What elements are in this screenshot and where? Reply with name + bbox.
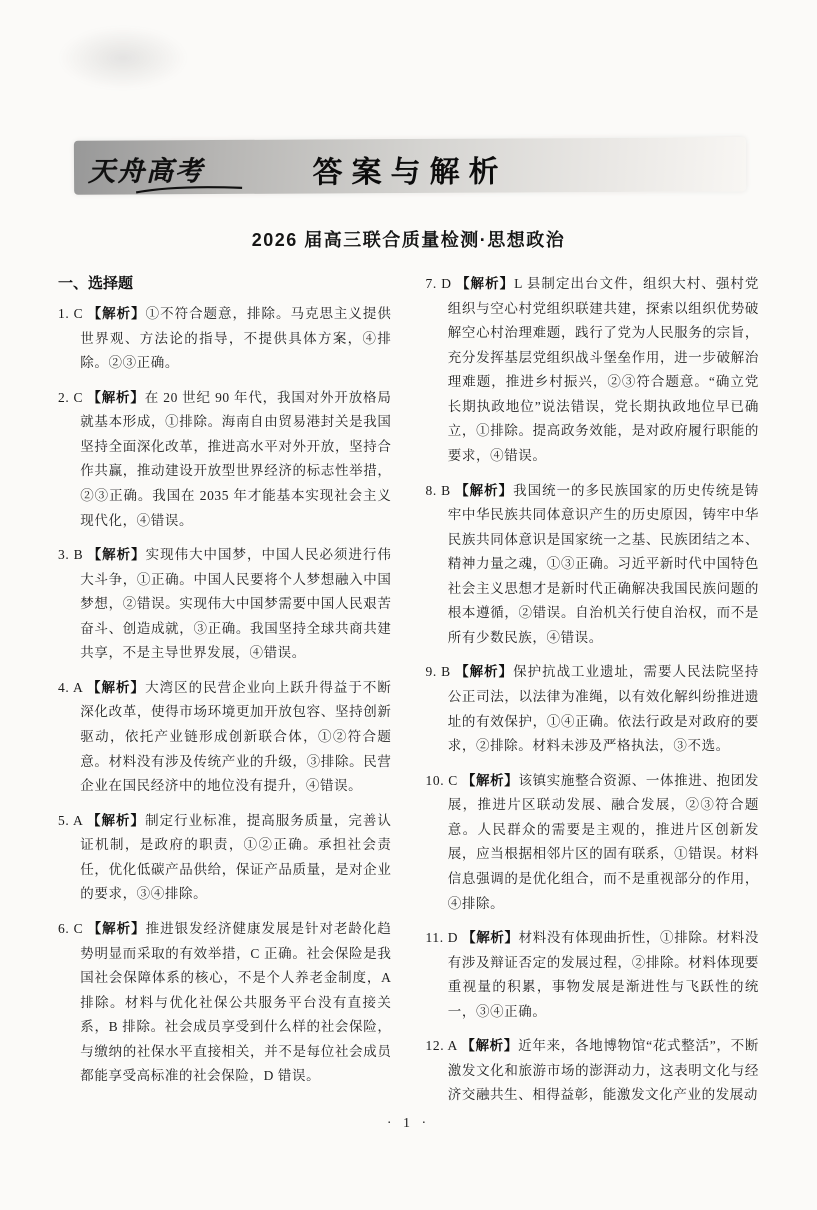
analysis-text: 材料没有体现曲折性，①排除。材料没有涉及辩证否定的发展过程，②排除。材料体现要重视量的积累，事物发展是渐进性与飞跃性的统一，③④正确。 bbox=[447, 930, 759, 1019]
analysis-text: ①不符合题意，排除。马克思主义提供世界观、方法论的指导，不提供具体方案，④排除。②③正确。 bbox=[80, 306, 392, 371]
brand-logo: 天舟高考 bbox=[87, 156, 205, 187]
answer-item-2 bbox=[58, 386, 392, 533]
answer-item-10 bbox=[426, 769, 760, 916]
analysis-text: 实现伟大中国梦，中国人民必须进行伟大斗争，①正确。中国人民要将个人梦想融入中国梦想，②错误。实现伟大中国梦需要中国人民艰苦奋斗、创造成就，③正确。我国坚持全球共商共建共享，不是主导世界发展，④错误。 bbox=[80, 547, 392, 661]
analysis-text: 推进银发经济健康发展是针对老龄化趋势明显而采取的有效举措，C 正确。社会保险是我国社会保障体系的核心，不是个人养老金制度，A 排除。材料与优化社保公共服务平台没有直接关系，B 排除。社会成员享受到什么样的社会保险，与缴纳的社保水平直接相关，并不是每位社会成员都能享受高标准的社会保险，D 错误。 bbox=[80, 920, 392, 1084]
question-number-and-answer: 2. C bbox=[58, 389, 88, 405]
answers-list-right bbox=[426, 272, 760, 1108]
analysis-text: 大湾区的民营企业向上跃升得益于不断深化改革，使得市场环境更加开放包容、坚持创新驱动，依托产业链形成创新联合体，①②符合题意。材料没有涉及传统产业的升级，③排除。民营企业在国民经济中的地位没有提升，④错误。 bbox=[80, 679, 392, 794]
page-number: · 1 · bbox=[386, 1116, 431, 1131]
analysis-text: 我国统一的多民族国家的历史传统是铸牢中华民族共同体意识产生的历史原因，铸牢中华民族共同体意识是国家统一之基、民族团结之本、精神力量之魂，①③正确。习近平新时代中国特色社会主义思想才是新时代正确解决我国民族问题的根本遵循，②错误。自治机关行使自治权，而不是所有少数民族，④错误。 bbox=[447, 482, 759, 645]
analysis-tag: 【解析】 bbox=[455, 664, 514, 680]
question-number-and-answer: 3. B bbox=[58, 547, 88, 563]
answer-item-1 bbox=[58, 302, 392, 376]
analysis-tag: 【解析】 bbox=[86, 812, 146, 828]
question-number-and-answer: 10. C bbox=[425, 772, 462, 788]
answer-item-5 bbox=[58, 809, 392, 907]
page-title: 答案与解析 bbox=[312, 155, 508, 190]
analysis-tag: 【解析】 bbox=[461, 772, 519, 788]
scan-smudge bbox=[58, 26, 188, 90]
left-column bbox=[58, 272, 392, 1118]
answers-list-left bbox=[58, 302, 392, 1089]
analysis-tag: 【解析】 bbox=[87, 920, 146, 936]
section-heading: 一、选择题 bbox=[58, 275, 134, 292]
answer-item-4 bbox=[58, 676, 392, 799]
analysis-text: L 县制定出台文件，组织大村、强村党组织与空心村党组织联建共建，探索以组织优势破解空心村治理难题，践行了党为人民服务的宗旨，充分发挥基层党组织战斗堡垒作用，进一步破解治理难题，推进乡村振兴，②③符合题意。“确立党长期执政地位”说法错误，党长期执政地位早已确立，①排除。提高政务效能，是对政府履行职能的要求，④错误。 bbox=[447, 276, 760, 463]
answer-item-7 bbox=[426, 272, 760, 469]
analysis-tag: 【解析】 bbox=[86, 679, 146, 695]
question-number-and-answer: 11. D bbox=[425, 930, 463, 946]
doc-subtitle: 2026 届高三联合质量检测·思想政治 bbox=[251, 230, 566, 250]
analysis-tag: 【解析】 bbox=[462, 930, 519, 946]
analysis-text: 在 20 世纪 90 年代，我国对外开放格局就基本形成，①排除。海南自由贸易港封关是我国坚持全面深化改革，推进高水平对外开放，坚持合作共赢，推动建设开放型世界经济的标志性举措，②③正确。我国在 2035 年才能基本实现社会主义现代化，④错误。 bbox=[80, 389, 392, 528]
question-number-and-answer: 5. A bbox=[58, 812, 87, 828]
answer-item-9 bbox=[426, 660, 760, 758]
analysis-tag: 【解析】 bbox=[87, 547, 146, 563]
question-number-and-answer: 8. B bbox=[425, 482, 456, 498]
question-number-and-answer: 9. B bbox=[425, 664, 456, 680]
question-number-and-answer: 12. A bbox=[425, 1038, 462, 1054]
analysis-text: 该镇实施整合资源、一体推进、抱团发展，推进片区联动发展、融合发展，②③符合题意。人民群众的需要是主观的，推进片区创新发展，应当根据相邻片区的固有联系，①错误。材料信息强调的是优化组合，而不是重视部分的作用，④排除。 bbox=[447, 772, 760, 911]
question-number-and-answer: 7. D bbox=[425, 276, 456, 291]
analysis-text: 近年来，各地博物馆“花式整活”，不断激发文化和旅游市场的澎湃动力，这表明文化与经济交融共生、相得益彰，能激发文化产业的发展动 bbox=[447, 1038, 759, 1103]
answer-item-6 bbox=[58, 917, 392, 1089]
analysis-tag: 【解析】 bbox=[87, 389, 145, 405]
question-number-and-answer: 6. C bbox=[58, 920, 88, 936]
answer-item-11 bbox=[426, 926, 760, 1024]
right-column bbox=[426, 272, 760, 1118]
answer-item-12 bbox=[426, 1034, 760, 1108]
analysis-text: 制定行业标准，提高服务质量，完善认证机制，是政府的职责，①②正确。承担社会责任，优化低碳产品供给，保证产品质量，是对企业的要求，③④排除。 bbox=[80, 812, 392, 902]
question-number-and-answer: 4. A bbox=[58, 679, 87, 695]
answer-item-8 bbox=[426, 479, 760, 651]
analysis-tag: 【解析】 bbox=[455, 482, 514, 498]
analysis-tag: 【解析】 bbox=[461, 1038, 519, 1054]
analysis-tag: 【解析】 bbox=[456, 276, 515, 291]
analysis-tag: 【解析】 bbox=[87, 306, 146, 321]
question-number-and-answer: 1. C bbox=[58, 306, 88, 321]
answer-item-3 bbox=[58, 543, 392, 666]
answers-columns bbox=[58, 272, 759, 1118]
analysis-text: 保护抗战工业遗址，需要人民法院坚持公正司法，以法律为准绳，以有效化解纠纷推进遗址的有效保护，①④正确。依法行政是对政府的要求，②排除。材料未涉及严格执法，③不选。 bbox=[447, 664, 759, 754]
header-banner bbox=[74, 137, 746, 195]
